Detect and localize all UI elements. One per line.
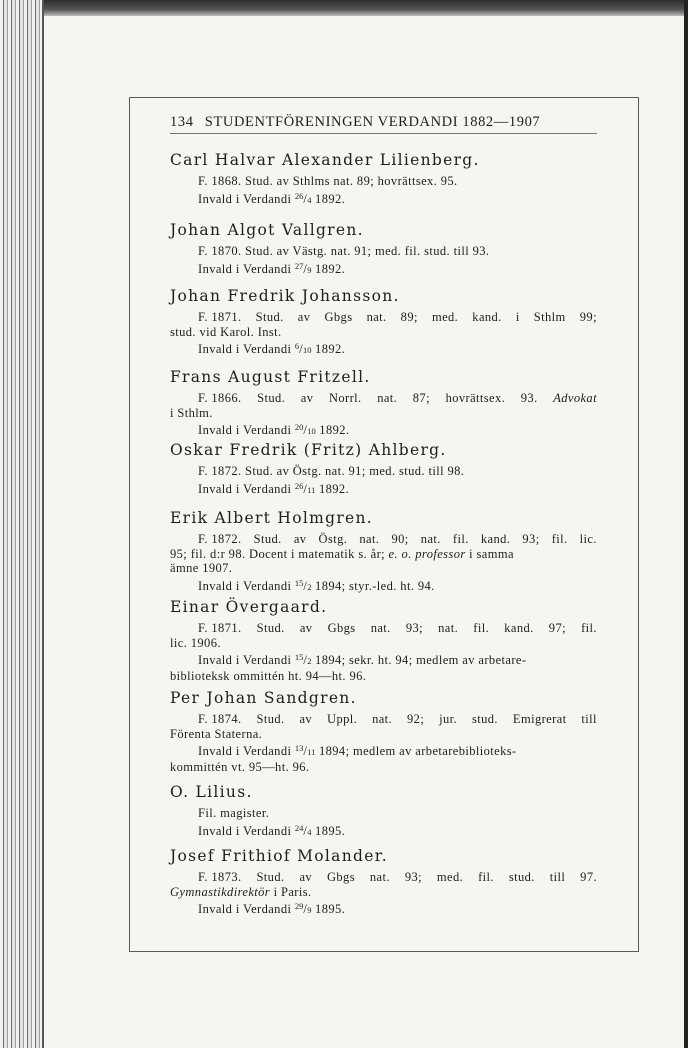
entry-invald-line: Invald i Verdandi $^{27}$/9 1892. <box>198 260 346 276</box>
entry-bio-line: ämne 1907. <box>170 561 233 576</box>
entry-bio-line: Gymnastikdirektör i Paris. <box>170 884 312 899</box>
entry-bio-line: kommittén vt. 95—ht. 96. <box>170 759 310 774</box>
entry-invald-line: Invald i Verdandi $^{24}$/4 1895. <box>198 822 346 838</box>
scan-right-edge <box>684 0 688 1048</box>
entry-name: Erik Albert Holmgren. <box>170 509 374 527</box>
header-rule <box>170 133 597 134</box>
entry-name: Oskar Fredrik (Fritz) Ahlberg. <box>170 441 447 459</box>
entry-bio-line: Fil. magister. <box>198 806 270 820</box>
entry-ahlberg <box>170 441 597 497</box>
entry-invald-line: Invald i Verdandi $^{29}$/9 1895. <box>198 901 346 917</box>
entry-bio-line: F. 1872. Stud. av Östg. nat. 90; nat. fil. kand. 93; fil. lic. <box>198 532 597 546</box>
entry-invald-line: Invald i Verdandi $^{13}$/11 1894; medlem av arbetarebiblioteks- <box>198 743 517 759</box>
entry-bio-line: F. 1872. Stud. av Östg. nat. 91; med. stud. till 98. <box>198 464 465 478</box>
entry-lilius <box>170 783 597 839</box>
entry-name: Josef Frithiof Molander. <box>170 847 388 865</box>
entry-bio-line: stud. vid Karol. Inst. <box>170 324 282 339</box>
entry-bio-line: 95; fil. d:r 98. Docent i matematik s. år; e. o. professor i samma <box>170 546 514 561</box>
entry-fritzell <box>170 368 597 439</box>
entry-overgaard <box>170 598 597 683</box>
entry-bio-line: F. 1874. Stud. av Uppl. nat. 92; jur. stud. Emigrerat till <box>198 712 597 726</box>
scan-top-edge <box>0 0 688 16</box>
entry-molander <box>170 847 597 918</box>
entry-bio-line: lic. 1906. <box>170 635 221 650</box>
entry-name: Frans August Fritzell. <box>170 368 371 386</box>
entry-invald-line: Invald i Verdandi $^{26}$/4 1892. <box>198 190 346 206</box>
entry-bio-line: F. 1871. Stud. av Gbgs nat. 93; nat. fil. kand. 97; fil. <box>198 621 597 635</box>
entry-name: Einar Övergaard. <box>170 598 328 616</box>
entry-vallgren <box>170 221 597 277</box>
entry-invald-line: Invald i Verdandi $^{15}$/2 1894; sekr. ht. 94; medlem av arbetare- <box>198 652 527 668</box>
running-header <box>170 114 597 131</box>
entry-bio-line: F. 1871. Stud. av Gbgs nat. 89; med. kand. i Sthlm 99; <box>198 310 597 324</box>
entry-name: O. Lilius. <box>170 783 253 801</box>
entry-bio-line: F. 1868. Stud. av Sthlms nat. 89; hovrättsex. 95. <box>198 174 458 188</box>
entry-bio-line: Förenta Staterna. <box>170 726 263 741</box>
page-number: 134 <box>170 114 194 130</box>
entry-invald-line: Invald i Verdandi $^{26}$/11 1892. <box>198 480 350 496</box>
entry-name: Johan Fredrik Johansson. <box>170 287 400 305</box>
entry-sandgren <box>170 689 597 774</box>
entry-holmgren <box>170 509 597 594</box>
entry-bio-line: biblioteksk ommittén ht. 94—ht. 96. <box>170 668 367 683</box>
book-binding-edge <box>0 0 44 1048</box>
entry-johansson <box>170 287 597 358</box>
entry-bio-line: F. 1870. Stud. av Västg. nat. 91; med. fil. stud. till 93. <box>198 244 490 258</box>
entry-lilienberg <box>170 151 597 207</box>
entry-bio-line: F. 1873. Stud. av Gbgs nat. 93; med. fil. stud. till 97. <box>198 870 597 884</box>
entry-invald-line: Invald i Verdandi $^6$/10 1892. <box>198 341 346 357</box>
entry-invald-line: Invald i Verdandi $^{15}$/2 1894; styr.-led. ht. 94. <box>198 577 435 593</box>
entry-bio-line: F. 1866. Stud. av Norrl. nat. 87; hovrättsex. 93. Advokat <box>198 391 597 405</box>
entry-name: Carl Halvar Alexander Lilienberg. <box>170 151 480 169</box>
entry-invald-line: Invald i Verdandi $^{20}$/10 1892. <box>198 422 350 438</box>
running-title: STUDENTFÖRENINGEN VERDANDI 1882—1907 <box>204 114 541 130</box>
entry-name: Per Johan Sandgren. <box>170 689 357 707</box>
entry-name: Johan Algot Vallgren. <box>170 221 364 239</box>
entry-bio-line: i Sthlm. <box>170 405 213 420</box>
